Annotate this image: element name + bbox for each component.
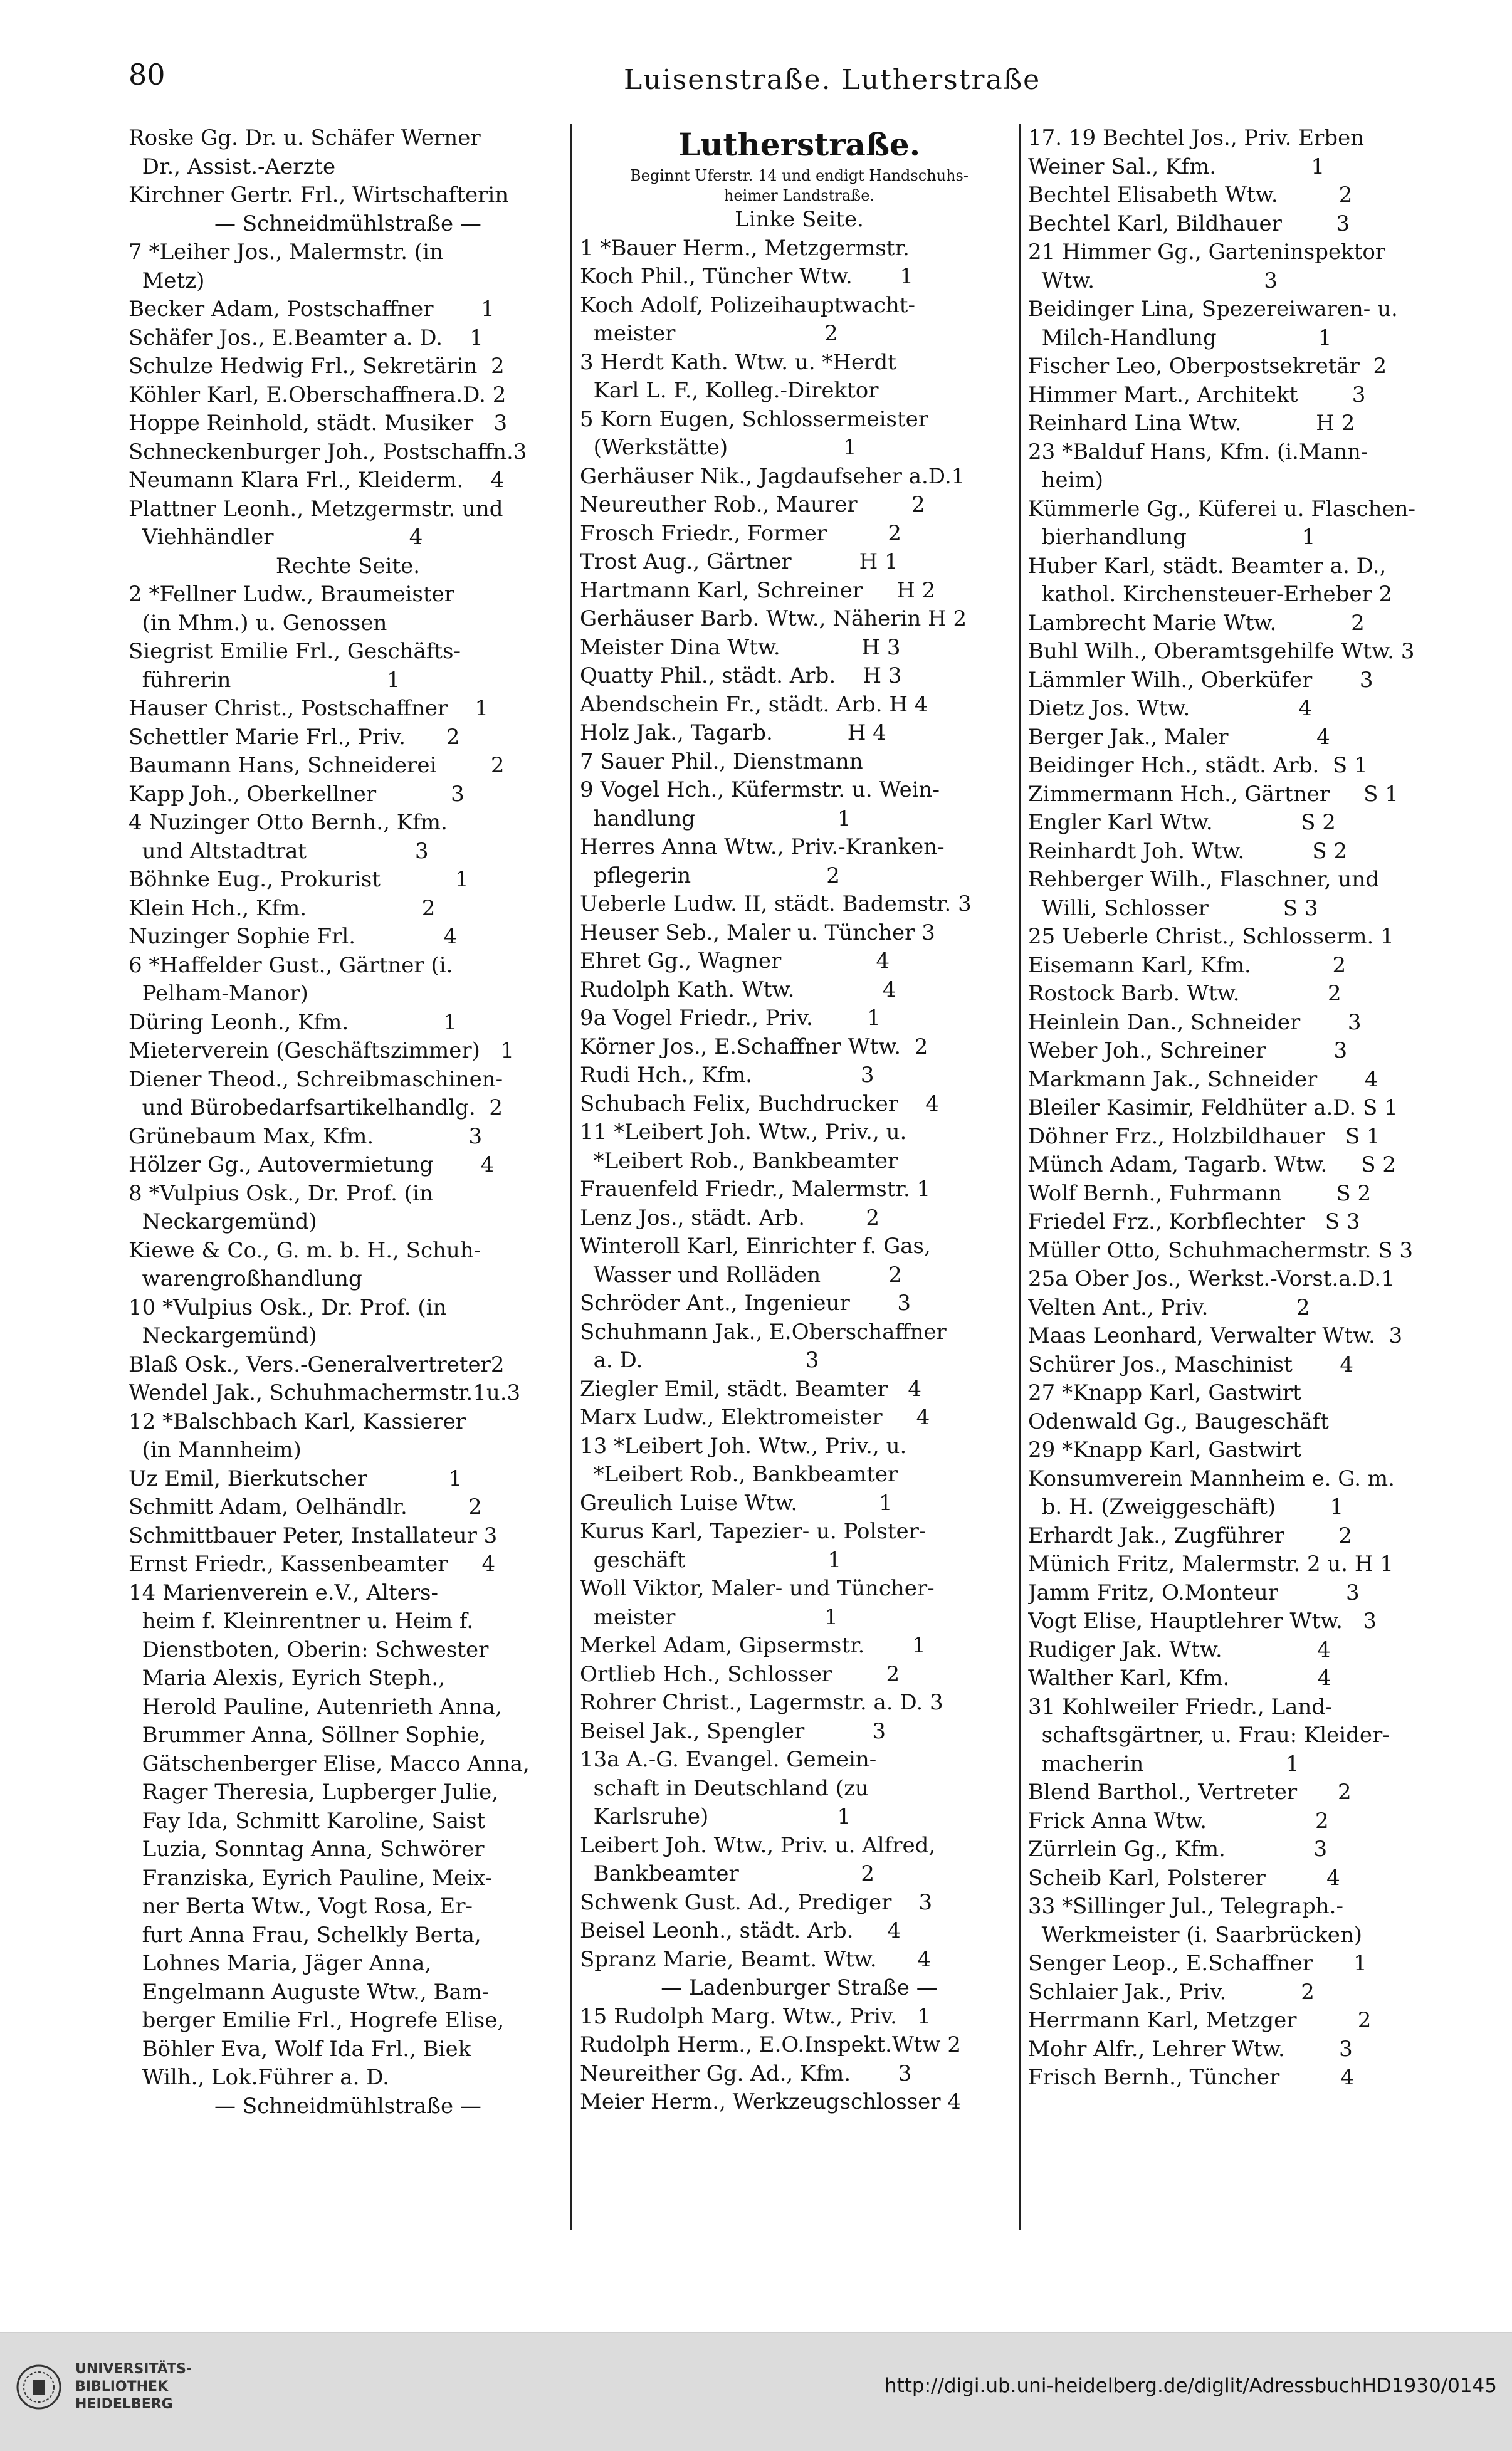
directory-entry: 15 Rudolph Marg. Wtw., Priv. 1 — [580, 2003, 932, 2029]
directory-entry: — Schneidmühlstraße — — [214, 211, 481, 236]
directory-entry: pflegerin 2 — [580, 863, 840, 888]
directory-entry: 3 Herdt Kath. Wtw. u. *Herdt — [580, 349, 896, 375]
directory-entry: Wendel Jak., Schuhmachermstr.1u.3 — [129, 1380, 521, 1405]
directory-entry: *Leibert Rob., Bankbeamter — [580, 1462, 898, 1487]
directory-entry: Spranz Marie, Beamt. Wtw. 4 — [580, 1946, 932, 1972]
directory-entry: Ortlieb Hch., Schlosser 2 — [580, 1661, 900, 1687]
directory-entry: Rager Theresia, Lupberger Julie, — [129, 1780, 499, 1805]
footer-bar — [0, 2332, 1512, 2451]
directory-entry: Koch Phil., Tüncher Wtw. 1 — [580, 264, 914, 289]
directory-entry: Berger Jak., Maler 4 — [1028, 724, 1330, 750]
directory-entry: 25 Ueberle Christ., Schlosserm. 1 — [1028, 924, 1394, 949]
directory-entry: 5 Korn Eugen, Schlossermeister — [580, 406, 929, 432]
directory-entry: 14 Marienverein e.V., Alters- — [129, 1580, 438, 1605]
directory-entry: macherin 1 — [1028, 1751, 1299, 1777]
directory-entry: 1 *Bauer Herm., Metzgermstr. — [580, 235, 910, 261]
directory-entry: Marx Ludw., Elektromeister 4 — [580, 1405, 930, 1430]
directory-entry: 4 Nuzinger Otto Bernh., Kfm. — [129, 810, 448, 835]
directory-entry: Bechtel Karl, Bildhauer 3 — [1028, 211, 1350, 236]
directory-entry: Böhler Eva, Wolf Ida Frl., Biek — [129, 2036, 471, 2062]
directory-entry: Diener Theod., Schreibmaschinen- — [129, 1066, 503, 1092]
directory-entry: Fischer Leo, Oberpostsekretär 2 — [1028, 354, 1387, 379]
directory-entry: Fay Ida, Schmitt Karoline, Saist — [129, 1808, 486, 1834]
column-middle — [580, 124, 1019, 2229]
directory-entry: 29 *Knapp Karl, Gastwirt — [1028, 1437, 1301, 1462]
directory-entry: schaftsgärtner, u. Frau: Kleider- — [1028, 1723, 1390, 1748]
directory-entry: Linke Seite. — [735, 207, 864, 232]
directory-entry: kathol. Kirchensteuer-Erheber 2 — [1028, 582, 1393, 607]
directory-entry: Kümmerle Gg., Küferei u. Flaschen- — [1028, 496, 1416, 522]
column-divider — [570, 124, 572, 2230]
directory-entry: Grünebaum Max, Kfm. 3 — [129, 1123, 483, 1149]
directory-entry: Ehret Gg., Wagner 4 — [580, 948, 890, 974]
directory-entry: Erhardt Jak., Zugführer 2 — [1028, 1523, 1353, 1548]
directory-entry: Friedel Frz., Korbflechter S 3 — [1028, 1209, 1360, 1234]
directory-entry: — Schneidmühlstraße — — [214, 2093, 481, 2119]
directory-entry: 12 *Balschbach Karl, Kassierer — [129, 1409, 466, 1434]
directory-entry: Werkmeister (i. Saarbrücken) — [1028, 1922, 1362, 1948]
running-title: Luisenstraße. Lutherstraße — [624, 64, 1041, 96]
directory-entry: Hauser Christ., Postschaffner 1 — [129, 696, 489, 721]
directory-entry: bierhandlung 1 — [1028, 525, 1316, 550]
directory-entry: Herres Anna Wtw., Priv.-Kranken- — [580, 834, 945, 859]
directory-entry: Brummer Anna, Söllner Sophie, — [129, 1723, 486, 1748]
column-right — [1028, 124, 1467, 2229]
directory-entry: (in Mhm.) u. Genossen — [129, 610, 387, 636]
directory-entry: Becker Adam, Postschaffner 1 — [129, 297, 495, 322]
directory-entry: Meister Dina Wtw. H 3 — [580, 634, 901, 660]
directory-entry: heim f. Kleinrentner u. Heim f. — [129, 1609, 474, 1634]
directory-entry: Schröder Ant., Ingenieur 3 — [580, 1291, 911, 1316]
directory-entry: Zimmermann Hch., Gärtner S 1 — [1028, 781, 1399, 807]
directory-entry: Kirchner Gertr. Frl., Wirtschafterin — [129, 182, 509, 207]
directory-entry: Neumann Klara Frl., Kleiderm. 4 — [129, 468, 505, 493]
directory-entry: berger Emilie Frl., Hogrefe Elise, — [129, 2008, 505, 2033]
entry-list — [580, 124, 1019, 2117]
directory-entry: und Bürobedarfsartikelhandlg. 2 — [129, 1095, 503, 1120]
directory-entry: ner Berta Wtw., Vogt Rosa, Er- — [129, 1894, 473, 1919]
directory-entry: Schwenk Gust. Ad., Prediger 3 — [580, 1889, 933, 1915]
directory-entry: Quatty Phil., städt. Arb. H 3 — [580, 663, 902, 688]
directory-entry: Markmann Jak., Schneider 4 — [1028, 1066, 1378, 1092]
directory-entry: 17. 19 Bechtel Jos., Priv. Erben — [1028, 125, 1365, 150]
directory-entry: Koch Adolf, Polizeihauptwacht- — [580, 292, 915, 318]
directory-entry: Herold Pauline, Autenrieth Anna, — [129, 1694, 502, 1719]
directory-entry: Dienstboten, Oberin: Schwester — [129, 1637, 489, 1662]
directory-entry: Vogt Elise, Hauptlehrer Wtw. 3 — [1028, 1609, 1377, 1634]
directory-entry: Döhner Frz., Holzbildhauer S 1 — [1028, 1123, 1380, 1149]
directory-entry: Karlsruhe) 1 — [580, 1804, 851, 1829]
directory-entry: 31 Kohlweiler Friedr., Land- — [1028, 1694, 1333, 1719]
directory-entry: Schubach Felix, Buchdrucker 4 — [580, 1091, 939, 1116]
directory-entry: Hartmann Karl, Schreiner H 2 — [580, 577, 936, 603]
directory-entry: Schmitt Adam, Oelhändlr. 2 — [129, 1494, 482, 1519]
directory-entry: Gerhäuser Barb. Wtw., Näherin H 2 — [580, 606, 967, 631]
directory-entry: Blaß Osk., Vers.-Generalvertreter2 — [129, 1351, 505, 1377]
directory-entry: Engelmann Auguste Wtw., Bam- — [129, 1979, 490, 2005]
directory-entry: Schuhmann Jak., E.Oberschaffner — [580, 1319, 947, 1345]
directory-entry: Beginnt Uferstr. 14 und endigt Handschuhs- — [630, 167, 969, 184]
directory-entry: 2 *Fellner Ludw., Braumeister — [129, 582, 454, 607]
directory-entry: Luzia, Sonntag Anna, Schwörer — [129, 1837, 485, 1862]
directory-entry: Beisel Leonh., städt. Arb. 4 — [580, 1918, 901, 1943]
directory-entry: Schäfer Jos., E.Beamter a. D. 1 — [129, 325, 483, 350]
directory-entry: Mohr Alfr., Lehrer Wtw. 3 — [1028, 2036, 1353, 2062]
directory-entry: Weiner Sal., Kfm. 1 — [1028, 154, 1325, 179]
directory-entry: Rehberger Wilh., Flaschner, und — [1028, 867, 1379, 892]
directory-entry: führerin 1 — [129, 667, 401, 693]
directory-entry: 13a A.-G. Evangel. Gemein- — [580, 1747, 877, 1772]
directory-entry: Frauenfeld Friedr., Malermstr. 1 — [580, 1177, 931, 1202]
directory-entry: 23 *Balduf Hans, Kfm. (i.Mann- — [1028, 439, 1368, 464]
directory-entry: und Altstadtrat 3 — [129, 838, 429, 864]
directory-entry: 7 Sauer Phil., Dienstmann — [580, 748, 863, 774]
directory-entry: Wilh., Lok.Führer a. D. — [129, 2065, 390, 2090]
directory-entry: Bankbeamter 2 — [580, 1861, 874, 1886]
column-left — [129, 124, 567, 2229]
directory-entry: warengroßhandlung — [129, 1266, 362, 1291]
directory-entry: Kapp Joh., Oberkellner 3 — [129, 781, 465, 807]
directory-entry: 9a Vogel Friedr., Priv. 1 — [580, 1005, 881, 1031]
directory-entry: (Werkstätte) 1 — [580, 435, 857, 460]
directory-entry: Müller Otto, Schuhmachermstr. S 3 — [1028, 1237, 1413, 1263]
directory-entry: Neureuther Rob., Maurer 2 — [580, 492, 925, 517]
directory-entry: Heuser Seb., Maler u. Tüncher 3 — [580, 920, 935, 945]
directory-entry: Schulze Hedwig Frl., Sekretärin 2 — [129, 354, 505, 379]
library-logo-text — [75, 2361, 192, 2413]
directory-entry: Beidinger Hch., städt. Arb. S 1 — [1028, 753, 1368, 778]
directory-entry: Beisel Jak., Spengler 3 — [580, 1718, 886, 1744]
directory-entry: Körner Jos., E.Schaffner Wtw. 2 — [580, 1034, 928, 1059]
directory-entry: Willi, Schlosser S 3 — [1028, 895, 1318, 921]
directory-entry: Woll Viktor, Maler- und Tüncher- — [580, 1576, 935, 1601]
directory-entry: — Ladenburger Straße — — [661, 1975, 938, 2000]
directory-entry: Böhnke Eug., Prokurist 1 — [129, 867, 469, 892]
page-number: 80 — [129, 58, 165, 92]
directory-entry: Winteroll Karl, Einrichter f. Gas, — [580, 1234, 931, 1259]
directory-entry: Kiewe & Co., G. m. b. H., Schuh- — [129, 1237, 481, 1263]
page-header — [129, 58, 1445, 108]
directory-entry: Bleiler Kasimir, Feldhüter a.D. S 1 — [1028, 1095, 1398, 1120]
directory-entry: Klein Hch., Kfm. 2 — [129, 895, 436, 921]
directory-entry: Rostock Barb. Wtw. 2 — [1028, 981, 1341, 1006]
directory-entry: Merkel Adam, Gipsermstr. 1 — [580, 1633, 926, 1658]
directory-entry: schaft in Deutschland (zu — [580, 1775, 869, 1801]
directory-entry: Neckargemünd) — [129, 1209, 317, 1234]
university-seal-icon — [14, 2362, 64, 2412]
directory-entry: Köhler Karl, E.Oberschaffnera.D. 2 — [129, 382, 507, 407]
directory-entry: Weber Joh., Schreiner 3 — [1028, 1038, 1348, 1063]
directory-entry: heimer Landstraße. — [723, 187, 875, 204]
directory-entry: Blend Barthol., Vertreter 2 — [1028, 1780, 1352, 1805]
directory-entry: Maria Alexis, Eyrich Steph., — [129, 1666, 445, 1691]
directory-entry: Roske Gg. Dr. u. Schäfer Werner — [129, 125, 481, 150]
directory-entry: *Leibert Rob., Bankbeamter — [580, 1148, 898, 1173]
logo-line: HEIDELBERG — [75, 2396, 173, 2412]
directory-entry: geschäft 1 — [580, 1547, 841, 1573]
directory-entry: Plattner Leonh., Metzgermstr. und — [129, 496, 503, 522]
directory-entry: Rohrer Christ., Lagermstr. a. D. 3 — [580, 1690, 943, 1715]
directory-entry: a. D. 3 — [580, 1348, 819, 1373]
directory-entry: Huber Karl, städt. Beamter a. D., — [1028, 553, 1387, 579]
directory-entry: Bechtel Elisabeth Wtw. 2 — [1028, 182, 1353, 207]
directory-entry: Siegrist Emilie Frl., Geschäfts- — [129, 639, 461, 664]
directory-entry: Engler Karl Wtw. S 2 — [1028, 810, 1336, 835]
directory-entry: Jamm Fritz, O.Monteur 3 — [1028, 1580, 1360, 1605]
directory-entry: Beidinger Lina, Spezereiwaren- u. — [1028, 297, 1398, 322]
directory-entry: Trost Aug., Gärtner H 1 — [580, 549, 898, 574]
directory-entry: Walther Karl, Kfm. 4 — [1028, 1666, 1331, 1691]
directory-entry: Greulich Luise Wtw. 1 — [580, 1490, 893, 1516]
directory-entry: 10 *Vulpius Osk., Dr. Prof. (in — [129, 1294, 447, 1320]
directory-entry: meister 2 — [580, 321, 838, 346]
logo-line: UNIVERSITÄTS- — [75, 2361, 192, 2377]
directory-entry: Schmittbauer Peter, Installateur 3 — [129, 1523, 498, 1548]
directory-entry: Hölzer Gg., Autovermietung 4 — [129, 1152, 495, 1177]
directory-entry: meister 1 — [580, 1604, 838, 1630]
directory-entry: Herrmann Karl, Metzger 2 — [1028, 2008, 1372, 2033]
directory-entry: Dr., Assist.-Aerzte — [129, 154, 336, 179]
directory-entry: Lämmler Wilh., Oberküfer 3 — [1028, 667, 1373, 693]
directory-entry: (in Mannheim) — [129, 1437, 302, 1462]
directory-entry: Heinlein Dan., Schneider 3 — [1028, 1009, 1362, 1035]
directory-entry: 25a Ober Jos., Werkst.-Vorst.a.D.1 — [1028, 1266, 1395, 1291]
directory-entry: Scheib Karl, Polsterer 4 — [1028, 1865, 1340, 1891]
directory-entry: Lenz Jos., städt. Arb. 2 — [580, 1205, 879, 1231]
directory-entry: b. H. (Zweiggeschäft) 1 — [1028, 1494, 1344, 1519]
directory-entry: Eisemann Karl, Kfm. 2 — [1028, 952, 1347, 978]
directory-entry: heim) — [1028, 468, 1104, 493]
directory-entry: Lohnes Maria, Jäger Anna, — [129, 1951, 432, 1976]
directory-entry: 9 Vogel Hch., Küfermstr. u. Wein- — [580, 777, 940, 802]
source-url-link[interactable]: http://digi.ub.uni-heidelberg.de/diglit/AdressbuchHD1930/0145 — [884, 2375, 1497, 2397]
directory-entry: Schneckenburger Joh., Postschaffn.3 — [129, 439, 527, 464]
directory-entry: Himmer Mart., Architekt 3 — [1028, 382, 1366, 407]
directory-entry: Schettler Marie Frl., Priv. 2 — [129, 724, 460, 750]
directory-entry: Velten Ant., Priv. 2 — [1028, 1294, 1310, 1320]
directory-entry: Ernst Friedr., Kassenbeamter 4 — [129, 1551, 496, 1577]
directory-entry: Reinhard Lina Wtw. H 2 — [1028, 411, 1355, 436]
directory-entry: Neckargemünd) — [129, 1323, 317, 1348]
directory-entry: Senger Leop., E.Schaffner 1 — [1028, 1951, 1367, 1976]
directory-entry: 21 Himmer Gg., Garteninspektor — [1028, 239, 1386, 265]
entry-list — [129, 124, 567, 2121]
directory-entry: Hoppe Reinhold, städt. Musiker 3 — [129, 411, 508, 436]
directory-entry: Reinhardt Joh. Wtw. S 2 — [1028, 838, 1348, 864]
directory-entry: Düring Leonh., Kfm. 1 — [129, 1009, 458, 1035]
directory-entry: Wolf Bernh., Fuhrmann S 2 — [1028, 1180, 1372, 1206]
directory-entry: 8 *Vulpius Osk., Dr. Prof. (in — [129, 1180, 433, 1206]
street-heading: Lutherstraße. — [678, 126, 921, 163]
column-divider — [1019, 124, 1021, 2230]
directory-entry: Wasser und Rolläden 2 — [580, 1262, 902, 1288]
directory-entry: Wtw. 3 — [1028, 268, 1278, 293]
directory-entry: Abendschein Fr., städt. Arb. H 4 — [580, 691, 928, 717]
directory-entry: Holz Jak., Tagarb. H 4 — [580, 720, 886, 745]
directory-entry: Rechte Seite. — [275, 553, 421, 579]
directory-entry: Metz) — [129, 268, 205, 293]
directory-entry: Meier Herm., Werkzeugschlosser 4 — [580, 2089, 961, 2114]
directory-entry: Milch-Handlung 1 — [1028, 325, 1332, 350]
directory-entry: Maas Leonhard, Verwalter Wtw. 3 — [1028, 1323, 1403, 1348]
directory-entry: Franziska, Eyrich Pauline, Meix- — [129, 1865, 493, 1891]
directory-entry: 6 *Haffelder Gust., Gärtner (i. — [129, 952, 453, 978]
directory-entry: Buhl Wilh., Oberamtsgehilfe Wtw. 3 — [1028, 639, 1415, 664]
directory-entry: Konsumverein Mannheim e. G. m. — [1028, 1466, 1395, 1491]
directory-entry: Dietz Jos. Wtw. 4 — [1028, 696, 1312, 721]
directory-entry: Rudolph Kath. Wtw. 4 — [580, 977, 896, 1002]
directory-entry: Münch Adam, Tagarb. Wtw. S 2 — [1028, 1152, 1397, 1177]
directory-entry: 27 *Knapp Karl, Gastwirt — [1028, 1380, 1301, 1405]
directory-entry: Baumann Hans, Schneiderei 2 — [129, 753, 505, 778]
directory-entry: Kurus Karl, Tapezier- u. Polster- — [580, 1519, 927, 1544]
directory-entry: Zürrlein Gg., Kfm. 3 — [1028, 1837, 1328, 1862]
directory-entry: Ziegler Emil, städt. Beamter 4 — [580, 1376, 921, 1402]
directory-entry: Rudi Hch., Kfm. 3 — [580, 1063, 874, 1088]
directory-entry: Frick Anna Wtw. 2 — [1028, 1808, 1329, 1834]
directory-entry: Münich Fritz, Malermstr. 2 u. H 1 — [1028, 1551, 1394, 1577]
logo-line: BIBLIOTHEK — [75, 2379, 169, 2395]
directory-entry: Gerhäuser Nik., Jagdaufseher a.D.1 — [580, 463, 965, 489]
directory-entry: Lambrecht Marie Wtw. 2 — [1028, 610, 1365, 636]
directory-entry: 11 *Leibert Joh. Wtw., Priv., u. — [580, 1120, 907, 1145]
directory-entry: Uz Emil, Bierkutscher 1 — [129, 1466, 463, 1491]
directory-entry: Ueberle Ludw. II, städt. Bademstr. 3 — [580, 891, 972, 916]
directory-entry: Neureither Gg. Ad., Kfm. 3 — [580, 2060, 912, 2086]
directory-entry: furt Anna Frau, Schelkly Berta, — [129, 1922, 481, 1948]
directory-entry: handlung 1 — [580, 806, 851, 831]
directory-entry: 13 *Leibert Joh. Wtw., Priv., u. — [580, 1433, 907, 1459]
entry-list — [1028, 124, 1467, 2092]
directory-entry: Frosch Friedr., Former 2 — [580, 520, 902, 546]
directory-entry: Mieterverein (Geschäftszimmer) 1 — [129, 1038, 514, 1063]
directory-entry: Nuzinger Sophie Frl. 4 — [129, 924, 458, 949]
directory-entry: Karl L. F., Kolleg.-Direktor — [580, 378, 879, 403]
directory-entry: Gätschenberger Elise, Macco Anna, — [129, 1751, 530, 1777]
directory-entry: Pelham-Manor) — [129, 981, 308, 1006]
directory-entry: Schürer Jos., Maschinist 4 — [1028, 1351, 1354, 1377]
directory-entry: Viehhändler 4 — [129, 525, 423, 550]
directory-entry: Rudiger Jak. Wtw. 4 — [1028, 1637, 1331, 1662]
directory-entry: Frisch Bernh., Tüncher 4 — [1028, 2065, 1355, 2090]
directory-entry: 7 *Leiher Jos., Malermstr. (in — [129, 239, 443, 265]
directory-entry: Schlaier Jak., Priv. 2 — [1028, 1979, 1315, 2005]
directory-entry: Leibert Joh. Wtw., Priv. u. Alfred, — [580, 1832, 936, 1858]
directory-entry: 33 *Sillinger Jul., Telegraph.- — [1028, 1894, 1343, 1919]
directory-entry: Odenwald Gg., Baugeschäft — [1028, 1409, 1329, 1434]
directory-entry: Rudolph Herm., E.O.Inspekt.Wtw 2 — [580, 2032, 961, 2057]
